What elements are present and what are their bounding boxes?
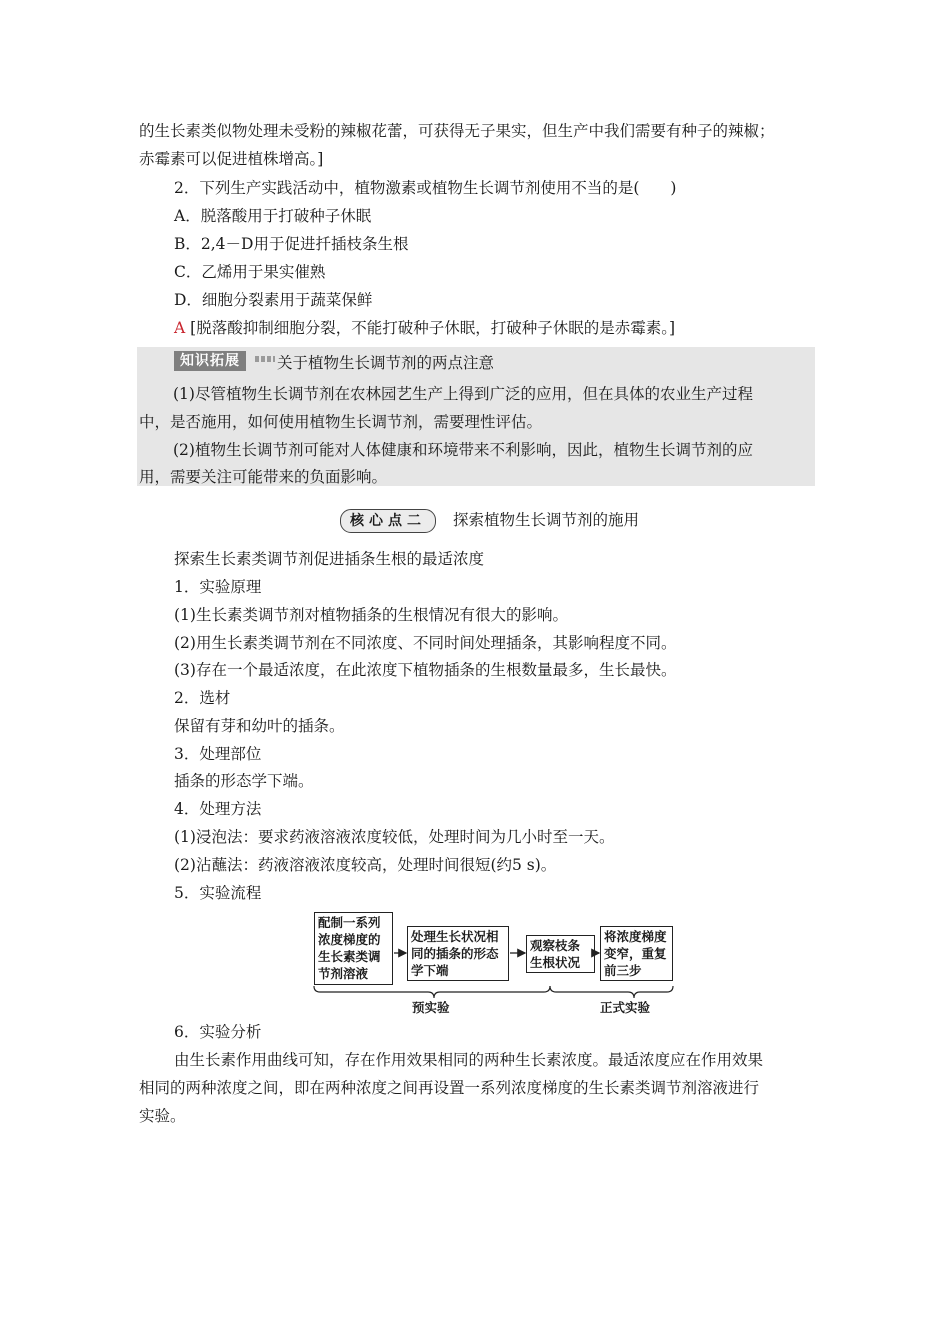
para-1-3: (3)存在一个最适浓度，在此浓度下植物插条的生根数量最多，生长最快。	[174, 661, 677, 679]
knowledge-tag: 知识拓展	[174, 351, 246, 371]
knowledge-p2b: 用，需要关注可能带来的负面影响。	[139, 468, 388, 486]
pre-experiment-brace	[314, 986, 550, 998]
para-6a: 由生长素作用曲线可知，存在作用效果相同的两种生长素浓度。最适浓度应在作用效果	[174, 1051, 764, 1069]
flow-step-1-line: 节剂溶液	[318, 966, 369, 981]
flow-step-1-line: 生长素类调	[318, 949, 381, 964]
flow-step-2-line: 学下端	[411, 963, 449, 978]
answer-letter: A	[174, 319, 186, 337]
knowledge-p1b: 中，是否施用，如何使用植物生长调节剂，需要理性评估。	[139, 413, 543, 431]
answer-line	[174, 318, 675, 338]
option-a: A．脱落酸用于打破种子休眠	[174, 207, 372, 225]
flow-step-3-line: 观察枝条	[530, 938, 581, 953]
knowledge-p2a: (2)植物生长调节剂可能对人体健康和环境带来不利影响，因此，植物生长调节剂的应	[173, 441, 753, 459]
heading-5: 5．实验流程	[174, 884, 262, 902]
experiment-flowchart	[310, 910, 680, 1016]
flow-step-4-line: 变窄，重复	[604, 946, 667, 961]
para-4-2: (2)沾蘸法：药液溶液浓度较高，处理时间很短(约5 s)。	[174, 856, 557, 874]
para-1-2: (2)用生长素类调节剂在不同浓度、不同时间处理插条，其影响程度不同。	[174, 634, 677, 652]
label-formal-experiment: 正式实验	[600, 1000, 651, 1015]
label-pre-experiment: 预实验	[412, 1000, 450, 1015]
core-point-title: 探索植物生长调节剂的施用	[453, 511, 640, 529]
option-d: D．细胞分裂素用于蔬菜保鲜	[174, 291, 373, 309]
flow-step-4-line: 将浓度梯度	[604, 929, 667, 944]
para-3: 插条的形态学下端。	[174, 772, 314, 790]
tag-decoration	[255, 356, 275, 362]
flow-step-1-line: 配制一系列	[318, 915, 381, 930]
answer-text: [脱落酸抑制细胞分裂，不能打破种子休眠，打破种子休眠的是赤霉素。]	[190, 319, 675, 337]
flow-step-4-line: 前三步	[604, 963, 642, 978]
heading-4: 4．处理方法	[174, 800, 262, 818]
knowledge-box	[137, 347, 815, 486]
heading-1: 1．实验原理	[174, 578, 262, 596]
flow-step-1-line: 浓度梯度的	[318, 932, 381, 947]
flow-step-2-line: 同的插条的形态	[411, 946, 499, 961]
text-line: 的生长素类似物处理未受粉的辣椒花蕾，可获得无子果实，但生产中我们需要有种子的辣椒；	[139, 122, 775, 140]
section-intro: 探索生长素类调节剂促进插条生根的最适浓度	[174, 550, 485, 568]
option-b: B．2,4－D用于促进扦插枝条生根	[174, 235, 409, 253]
heading-6: 6．实验分析	[174, 1023, 262, 1041]
core-point-badge: 核心点二	[340, 509, 436, 533]
para-2: 保留有芽和幼叶的插条。	[174, 717, 345, 735]
knowledge-p1a: (1)尽管植物生长调节剂在农林园艺生产上得到广泛的应用，但在具体的农业生产过程	[173, 385, 753, 403]
knowledge-title: 关于植物生长调节剂的两点注意	[277, 354, 495, 372]
para-6c: 实验。	[139, 1107, 186, 1125]
heading-2: 2．选材	[174, 689, 231, 707]
flow-step-3-line: 生根状况	[530, 955, 581, 970]
flow-step-2-line: 处理生长状况相	[411, 929, 499, 944]
formal-experiment-brace	[550, 986, 673, 998]
heading-3: 3．处理部位	[174, 745, 262, 763]
para-6b: 相同的两种浓度之间，即在两种浓度之间再设置一系列浓度梯度的生长素类调节剂溶液进行	[139, 1079, 760, 1097]
question-2: 2．下列生产实践活动中，植物激素或植物生长调节剂使用不当的是( )	[174, 179, 677, 197]
para-4-1: (1)浸泡法：要求药液溶液浓度较低，处理时间为几小时至一天。	[174, 828, 615, 846]
option-c: C．乙烯用于果实催熟	[174, 263, 326, 281]
para-1-1: (1)生长素类调节剂对植物插条的生根情况有很大的影响。	[174, 606, 568, 624]
text-line: 赤霉素可以促进植株增高。]	[139, 150, 324, 168]
